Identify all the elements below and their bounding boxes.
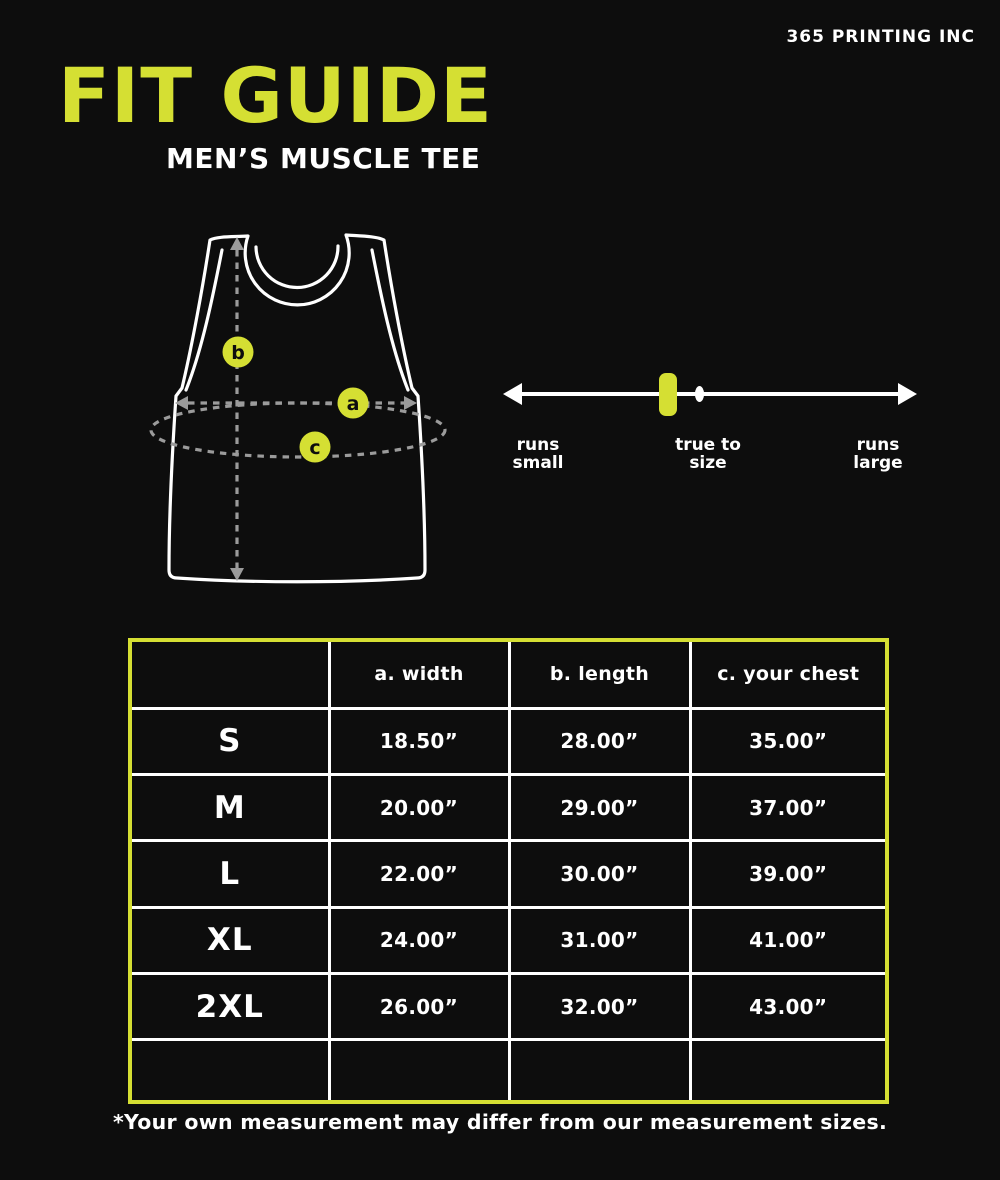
size-label: 2XL — [130, 973, 329, 1039]
page-title: FIT GUIDE — [58, 51, 493, 140]
tee-collar-inner-line — [256, 246, 338, 287]
header-chest: c. your chest — [690, 640, 887, 708]
scale-indicator — [659, 373, 677, 416]
scale-arrow-left-icon — [503, 383, 522, 405]
size-label — [130, 1040, 329, 1102]
width-value: 26.00” — [329, 973, 509, 1039]
scale-label-runs-large — [833, 436, 923, 473]
chest-value: 41.00” — [690, 907, 887, 973]
scale-label-line: size — [689, 453, 727, 474]
size-label: M — [130, 775, 329, 841]
header-size — [130, 640, 329, 708]
table-row — [130, 907, 887, 973]
table-row — [130, 708, 887, 774]
width-value: 24.00” — [329, 907, 509, 973]
scale-label-line: large — [853, 453, 903, 474]
marker-a-label: a — [346, 393, 360, 415]
length-value — [509, 1040, 690, 1102]
width-arrow-right-icon — [404, 396, 417, 410]
width-value: 18.50” — [329, 708, 509, 774]
scale-arrow-right-icon — [898, 383, 917, 405]
width-value: 22.00” — [329, 841, 509, 907]
fit-scale — [500, 368, 920, 423]
chest-value — [690, 1040, 887, 1102]
table-empty-row — [130, 1040, 887, 1102]
length-value: 31.00” — [509, 907, 690, 973]
length-value: 28.00” — [509, 708, 690, 774]
table-row — [130, 775, 887, 841]
size-label: XL — [130, 907, 329, 973]
chest-dimension-ellipse — [151, 403, 445, 457]
table-row — [130, 973, 887, 1039]
chest-value: 39.00” — [690, 841, 887, 907]
table-row — [130, 841, 887, 907]
footnote: *Your own measurement may differ from our measurement sizes. — [112, 1110, 888, 1134]
length-value: 32.00” — [509, 973, 690, 1039]
marker-c-label: c — [309, 437, 321, 459]
muscle-tee-diagram — [140, 220, 460, 590]
page-subtitle: MEN’S MUSCLE TEE — [166, 142, 481, 175]
length-value: 30.00” — [509, 841, 690, 907]
scale-label-runs-small — [493, 436, 583, 473]
brand-text: 365 PRINTING INC — [786, 27, 975, 47]
scale-label-line: runs — [856, 435, 900, 455]
chest-value: 35.00” — [690, 708, 887, 774]
size-label: S — [130, 708, 329, 774]
scale-label-line: small — [512, 453, 564, 474]
width-value: 20.00” — [329, 775, 509, 841]
size-table — [128, 638, 889, 1104]
length-arrow-down-icon — [230, 568, 244, 581]
width-value — [329, 1040, 509, 1102]
scale-label-line: runs — [516, 435, 560, 455]
table-header-row — [130, 640, 887, 708]
length-arrow-up-icon — [230, 237, 244, 250]
chest-value: 37.00” — [690, 775, 887, 841]
length-value: 29.00” — [509, 775, 690, 841]
scale-label-line: true to — [675, 435, 741, 455]
header-length: b. length — [509, 640, 690, 708]
scale-label-true-to-size — [663, 436, 753, 473]
size-label: L — [130, 841, 329, 907]
header-width: a. width — [329, 640, 509, 708]
scale-dot — [695, 386, 704, 402]
marker-b-label: b — [231, 342, 245, 364]
chest-value: 43.00” — [690, 973, 887, 1039]
